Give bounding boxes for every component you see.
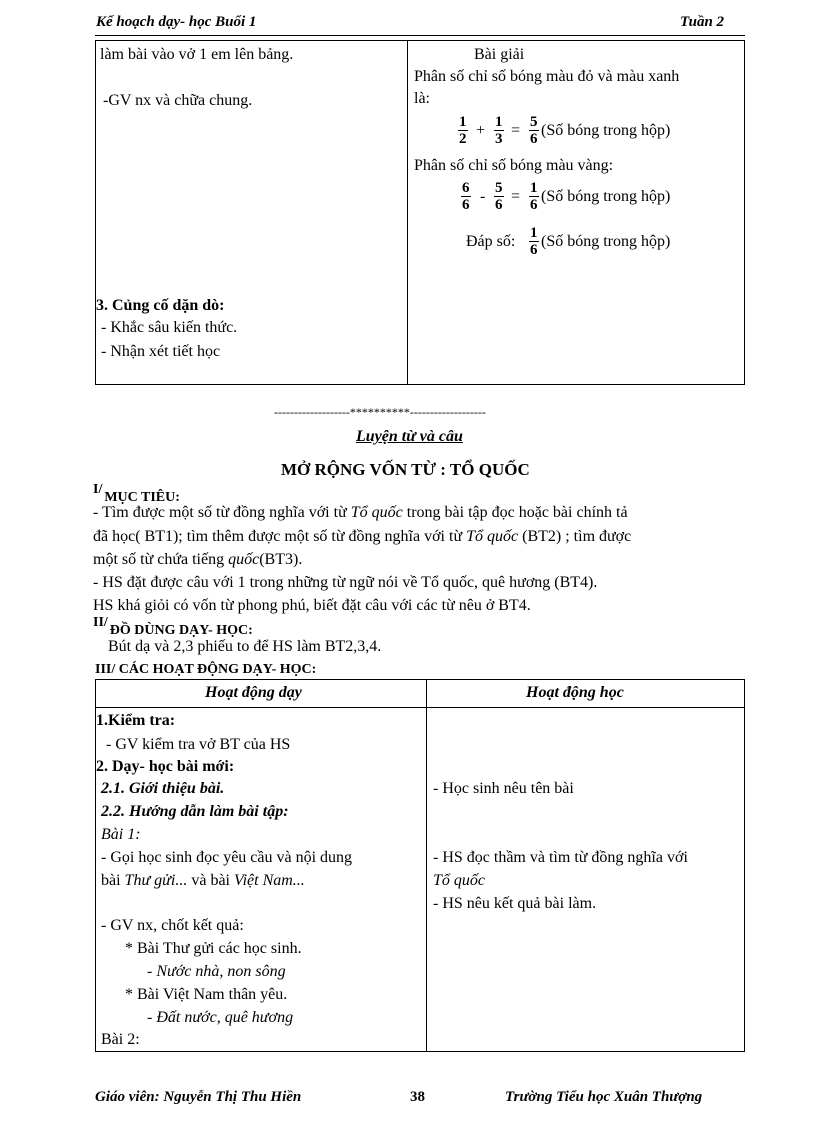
teach-row-3: 2. Dạy- học bài mới: [96, 758, 235, 775]
teach-row-6: Bài 1: [101, 826, 141, 843]
top-table-divider [407, 40, 408, 385]
learn-row-2: - HS đọc thầm và tìm từ đồng nghĩa với [433, 849, 688, 866]
page-header-left: Kế hoạch dạy- học Buổi 1 [96, 14, 257, 30]
objectives-line3 [93, 550, 302, 570]
teach-row-12: * Bài Việt Nam thân yêu. [125, 986, 288, 1003]
teach-row-1: 1.Kiểm tra: [96, 712, 176, 729]
eq2-b-denominator: 6 [495, 197, 503, 213]
objectives-line1-c: trong bài tập đọc hoặc bài chính tả [402, 504, 628, 521]
objectives-line1-term: Tổ quốc [350, 504, 403, 521]
solution-title: Bài giải [474, 46, 525, 63]
solution-line2: là: [414, 90, 430, 107]
eq1-result-denominator: 6 [530, 131, 538, 147]
section3-title: 3. Củng cố dặn dò: [96, 297, 225, 314]
objectives-number: I/ [93, 482, 103, 497]
teach-row-9: - GV nx, chốt kết quả: [101, 917, 244, 934]
answer-fraction [529, 225, 539, 258]
objectives-heading [93, 484, 180, 504]
eq1-b-denominator: 3 [495, 131, 503, 147]
teach-row-8-a: bài [101, 872, 125, 889]
lesson-title: MỞ RỘNG VỐN TỪ : TỔ QUỐC [281, 460, 530, 479]
activities-heading: III/ CÁC HOẠT ĐỘNG DẠY- HỌC: [95, 662, 317, 677]
eq2-result-numerator: 1 [530, 180, 538, 196]
answer-unit: (Số bóng trong hộp) [541, 233, 671, 250]
teach-row-5: 2.2. Hướng dẫn làm bài tập: [101, 803, 289, 820]
eq1-result-numerator: 5 [530, 114, 538, 130]
top-left-line2: -GV nx và chữa chung. [103, 92, 253, 109]
materials-heading [93, 617, 253, 637]
eq1-b-numerator: 1 [495, 114, 503, 130]
eq2-equals: = [511, 188, 521, 205]
eq2-a-denominator: 6 [462, 197, 470, 213]
objectives-line2 [93, 527, 631, 547]
objectives-line5: HS khá giỏi có vốn từ phong phú, biết đặt câu với các từ nêu ở BT4. [93, 597, 531, 614]
objectives-line3-term: quốc [228, 551, 260, 568]
teach-row-11: - Nước nhà, non sông [147, 963, 286, 980]
learn-row-3: Tổ quốc [433, 872, 485, 889]
subject-title: Luyện từ và câu [356, 428, 463, 445]
teach-row-2: - GV kiểm tra vở BT của HS [106, 736, 291, 753]
learn-row-1: - Học sinh nêu tên bài [433, 780, 574, 797]
objectives-title: MỤC TIÊU: [104, 490, 180, 505]
teach-row-8 [101, 871, 305, 891]
top-left-line1: làm bài vào vở 1 em lên bảng. [100, 46, 294, 63]
eq1-fraction-a [458, 114, 468, 147]
eq1-fraction-b [494, 114, 504, 147]
footer-teacher: Giáo viên: Nguyễn Thị Thu Hiền [95, 1089, 302, 1105]
eq2-a-numerator: 6 [462, 180, 470, 196]
eq1-equals: = [511, 122, 521, 139]
answer-denominator: 6 [530, 242, 538, 258]
materials-text: Bút dạ và 2,3 phiếu to để HS làm BT2,3,4. [108, 638, 382, 655]
eq2-b-numerator: 5 [495, 180, 503, 196]
eq2-result-denominator: 6 [530, 197, 538, 213]
eq1-result [529, 114, 539, 147]
teach-row-8-d: Việt Nam... [234, 872, 305, 889]
teach-row-14: Bài 2: [101, 1031, 140, 1048]
eq2-fraction-b [494, 180, 504, 213]
eq2-result [529, 180, 539, 213]
eq2-fraction-a [461, 180, 471, 213]
objectives-line4: - HS đặt được câu với 1 trong những từ ngữ nói về Tổ quốc, quê hương (BT4). [93, 574, 598, 591]
section3-item2: - Nhận xét tiết học [101, 343, 221, 360]
materials-number: II/ [93, 615, 108, 630]
materials-title: ĐỒ DÙNG DẠY- HỌC: [109, 623, 253, 638]
objectives-line1-a: - Tìm được một số từ đồng nghĩa với từ [93, 504, 351, 521]
header-rule [95, 35, 745, 36]
section-separator: -------------------**********------------------- [274, 405, 486, 419]
activity-table-header-rule [95, 707, 745, 708]
footer-page-number: 38 [410, 1089, 425, 1105]
objectives-line3-c: (BT3). [259, 551, 303, 568]
footer-school: Trường Tiểu học Xuân Thượng [505, 1089, 703, 1105]
teach-row-7: - Gọi học sinh đọc yêu cầu và nội dung [101, 849, 353, 866]
objectives-line1 [93, 503, 628, 523]
activity-table-divider [426, 679, 427, 1052]
solution-line1: Phân số chỉ số bóng màu đỏ và màu xanh [414, 68, 680, 85]
objectives-line2-term: Tổ quốc [466, 528, 519, 545]
eq1-a-denominator: 2 [459, 131, 467, 147]
teach-row-10: * Bài Thư gửi các học sinh. [125, 940, 302, 957]
teach-row-13: - Đất nước, quê hương [147, 1009, 294, 1026]
objectives-line3-a: một số từ chứa tiếng [93, 551, 229, 568]
section3-item1: - Khắc sâu kiến thức. [101, 319, 238, 336]
column-learning: Hoạt động học [526, 684, 624, 701]
teach-row-8-c: và bài [187, 872, 234, 889]
eq1-unit: (Số bóng trong hộp) [541, 122, 671, 139]
eq1-a-numerator: 1 [459, 114, 467, 130]
answer-label: Đáp số: [466, 233, 516, 250]
learn-row-4: - HS nêu kết quả bài làm. [433, 895, 597, 912]
eq1-plus: + [476, 122, 486, 139]
objectives-line2-c: (BT2) ; tìm được [518, 528, 632, 545]
teach-row-8-b: Thư gửi... [124, 872, 188, 889]
answer-numerator: 1 [530, 225, 538, 241]
solution-line3: Phân số chỉ số bóng màu vàng: [414, 157, 614, 174]
teach-row-4: 2.1. Giới thiệu bài. [101, 780, 225, 797]
column-teaching: Hoạt động dạy [205, 684, 302, 701]
objectives-line2-a: đã học( BT1); tìm thêm được một số từ đồng nghĩa với từ [93, 528, 467, 545]
eq2-minus: - [480, 188, 486, 205]
eq2-unit: (Số bóng trong hộp) [541, 188, 671, 205]
page-header-right: Tuần 2 [680, 14, 725, 30]
